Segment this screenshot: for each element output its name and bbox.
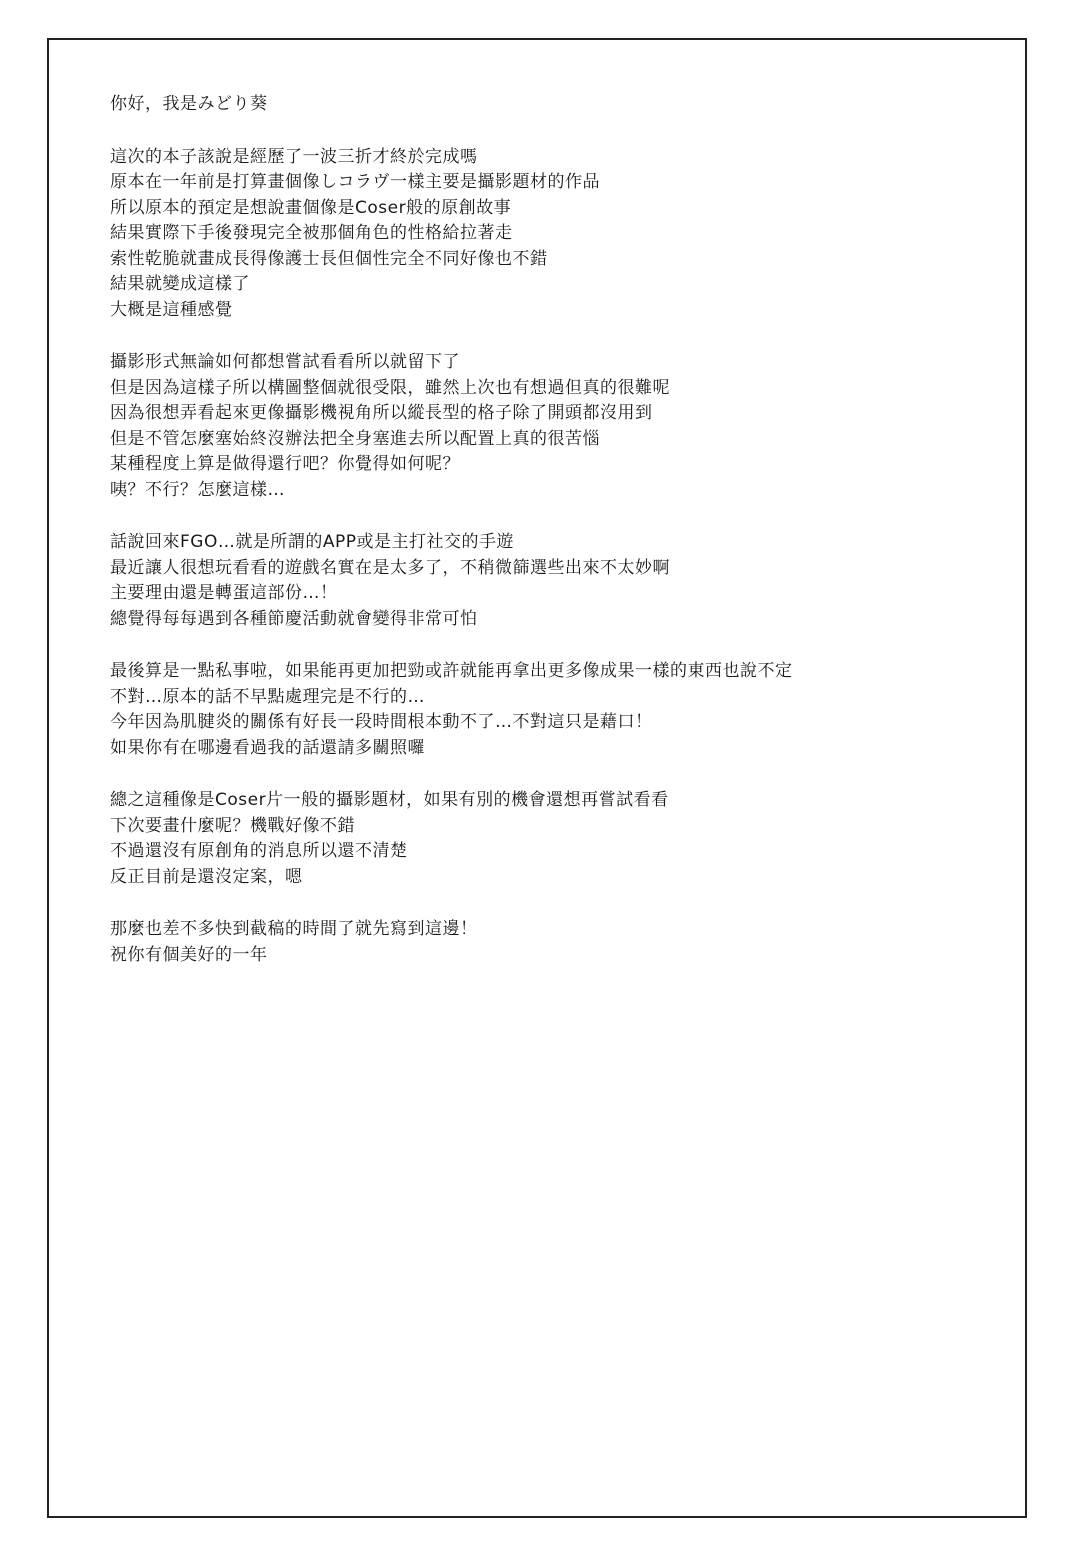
text-line: 如果你有在哪邊看過我的話還請多關照囉 bbox=[110, 737, 425, 758]
text-line: 某種程度上算是做得還行吧？你覺得如何呢？ bbox=[110, 454, 460, 474]
text-line: 攝影形式無論如何都想嘗試看看所以就留下了 bbox=[110, 352, 460, 372]
text-line: 下次要畫什麼呢？機戰好像不錯 bbox=[110, 815, 355, 836]
text-line: 但是不管怎麼塞始終沒辦法把全身塞進去所以配置上真的很苦惱 bbox=[110, 428, 600, 449]
text-line: 主要理由還是轉蛋這部份…！ bbox=[110, 583, 338, 603]
text-line: 結果就變成這樣了 bbox=[110, 274, 250, 294]
text-line: 這次的本子該說是經歷了一波三折才終於完成嗎 bbox=[110, 146, 478, 167]
text-line: 那麼也差不多快到截稿的時間了就先寫到這邊！ bbox=[110, 919, 478, 939]
text-line: 今年因為肌腱炎的關係有好長一段時間根本動不了…不對這只是藉口！ bbox=[110, 712, 653, 732]
afterword-paragraph bbox=[110, 659, 990, 761]
text-line: 所以原本的預定是想說畫個像是Coser般的原創故事 bbox=[110, 197, 512, 218]
text-line: 你好，我是みどり葵 bbox=[110, 94, 268, 114]
text-line: 索性乾脆就畫成長得像護士長但個性完全不同好像也不錯 bbox=[110, 248, 548, 269]
text-line: 祝你有個美好的一年 bbox=[110, 944, 268, 965]
text-line: 總之這種像是Coser片一般的攝影題材，如果有別的機會還想再嘗試看看 bbox=[110, 790, 669, 810]
text-line: 咦？不行？怎麼這樣… bbox=[110, 479, 285, 500]
text-line: 結果實際下手後發現完全被那個角色的性格給拉著走 bbox=[110, 223, 513, 243]
text-line: 反正目前是還沒定案，嗯 bbox=[110, 866, 303, 887]
text-line: 因為很想弄看起來更像攝影機視角所以縱長型的格子除了開頭都沒用到 bbox=[110, 403, 653, 423]
text-line: 大概是這種感覺 bbox=[110, 299, 233, 320]
afterword-paragraph bbox=[110, 92, 990, 118]
text-line: 但是因為這樣子所以構圖整個就很受限，雖然上次也有想過但真的很難呢 bbox=[110, 377, 670, 398]
text-line: 最後算是一點私事啦，如果能再更加把勁或許就能再拿出更多像成果一樣的東西也說不定 bbox=[110, 661, 793, 681]
text-line: 話說回來FGO…就是所謂的APP或是主打社交的手遊 bbox=[110, 532, 514, 552]
text-line: 不過還沒有原創角的消息所以還不清楚 bbox=[110, 841, 408, 861]
text-line: 原本在一年前是打算畫個像しコラヴ一樣主要是攝影題材的作品 bbox=[110, 172, 600, 192]
afterword-paragraph bbox=[110, 145, 990, 324]
text-line: 最近讓人很想玩看看的遊戲名實在是太多了，不稍微篩選些出來不太妙啊 bbox=[110, 557, 670, 578]
afterword-paragraph bbox=[110, 788, 990, 890]
afterword-paragraph bbox=[110, 917, 990, 968]
text-line: 不對…原本的話不早點處理完是不行的… bbox=[110, 686, 425, 707]
afterword-paragraph bbox=[110, 350, 990, 503]
afterword-paragraph bbox=[110, 530, 990, 632]
text-line: 總覺得每每遇到各種節慶活動就會變得非常可怕 bbox=[110, 608, 478, 629]
afterword-text-block bbox=[110, 92, 990, 995]
